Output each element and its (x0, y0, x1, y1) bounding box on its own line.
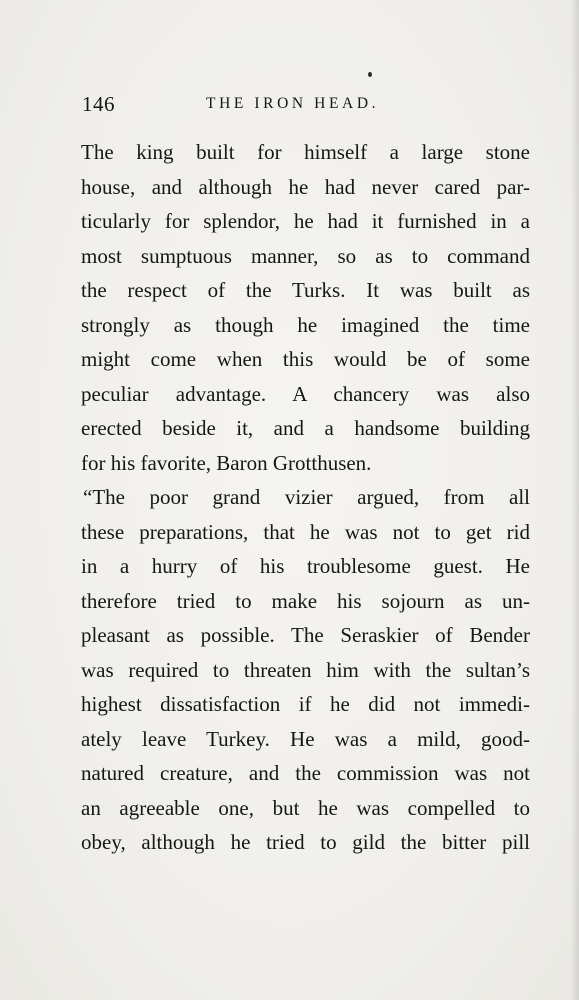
body-text (81, 135, 530, 860)
text-line: pleasant as possible. The Seraskier of Bender (81, 623, 530, 647)
text-line: most sumptuous manner, so as to command (81, 243, 530, 268)
text-line: ticularly for splendor, he had it furnished in a (81, 209, 530, 233)
text-line: for his favorite, Baron Grotthusen. (81, 450, 372, 475)
ink-speck (368, 72, 372, 77)
page-number: 146 (82, 92, 115, 116)
text-line: these preparations, that he was not to get rid (81, 519, 530, 544)
text-line: “The poor grand vizier argued, from all (83, 485, 530, 509)
text-line: obey, although he tried to gild the bitter pill (81, 830, 530, 854)
text-line: ately leave Turkey. He was a mild, good- (81, 726, 530, 751)
text-line: natured creature, and the commission was not (81, 761, 530, 785)
paragraph-1 (81, 135, 530, 480)
paragraph-2 (81, 480, 530, 860)
text-line: might come when this would be of some (81, 347, 530, 371)
running-title: THE IRON HEAD. (206, 95, 380, 112)
text-line: highest dissatisfaction if he did not immedi- (81, 692, 530, 716)
text-line: an agreeable one, but he was compelled to (81, 795, 530, 820)
text-line: erected beside it, and a handsome building (81, 416, 530, 440)
text-line: strongly as though he imagined the time (81, 312, 530, 337)
page-edge-shadow (571, 0, 579, 1000)
text-line: peculiar advantage. A chancery was also (81, 381, 530, 406)
text-line: the respect of the Turks. It was built as (81, 278, 530, 302)
text-line: therefore tried to make his sojourn as un- (81, 588, 530, 613)
text-line: The king built for himself a large stone (81, 140, 530, 164)
text-line: was required to threaten him with the sultan’s (81, 657, 530, 682)
text-line: house, and although he had never cared par- (81, 174, 530, 199)
text-line: in a hurry of his troublesome guest. He (81, 554, 530, 578)
